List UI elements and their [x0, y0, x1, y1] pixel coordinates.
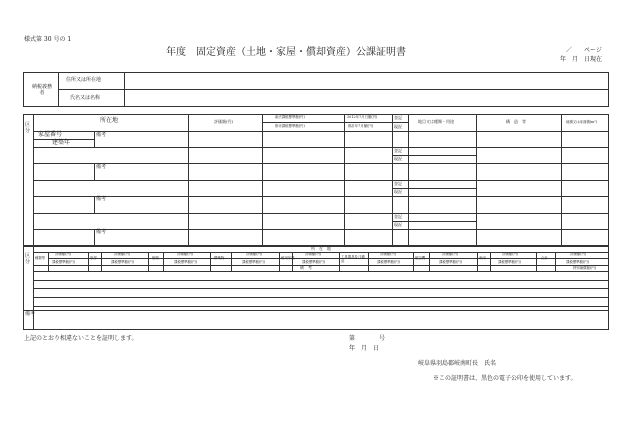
tax-base-header-1: 課税標準額(円): [52, 260, 75, 264]
new-base-header: 新法課税標準額(円): [275, 115, 305, 119]
asset-section-label: 区分: [25, 253, 31, 265]
use-header: 地目又は種類・用途: [418, 119, 454, 124]
asset-title: 所 在 地: [311, 246, 331, 251]
city-base-header: 都市課税標準額(円): [275, 124, 305, 128]
bottom-remarks-label: 備考: [25, 311, 36, 317]
registered-header: 登記: [394, 115, 402, 120]
row-1-registered: 登記: [394, 148, 402, 153]
form-number: 様式第 30 号の 1: [24, 36, 72, 43]
ships-header: 船舶: [152, 256, 159, 260]
evaluation-header-8: 評価額(円): [502, 252, 519, 256]
date-label: 年 月 日現在: [560, 56, 603, 63]
house-no-label: 家屋番号: [38, 131, 63, 138]
special-header: 特別補償額(円): [573, 266, 596, 270]
tax-base-header-4: 課税標準額(円): [242, 260, 265, 264]
tax-base-header-2: 課税標準額(円): [111, 260, 134, 264]
certify-text: 上記のとおり相違ないことを証明します。: [24, 335, 138, 342]
page-label: ／ ページ: [566, 47, 602, 54]
tax-base-header-5: 課税標準額(円): [302, 260, 325, 264]
row-1-current: 現況: [394, 156, 402, 161]
row-2-registered: 登記: [394, 181, 402, 186]
tax-base-header-9: 課税標準額(円): [566, 260, 589, 264]
tax-base-header-6: 課税標準額(円): [377, 260, 400, 264]
remarks-label-0: 備考: [96, 132, 107, 138]
evaluation-header-2: 評価額(円): [114, 252, 131, 256]
year-city-header: 都計年7月額(円): [348, 124, 374, 128]
cost-label-header: 耐用年数: [281, 256, 295, 260]
asset-remarks-header: 備 考: [300, 265, 312, 270]
page-title: 年度 固定資産（土地・家屋・償却資産）公課証明書: [166, 47, 406, 58]
acquired-header: 取得: [90, 256, 97, 260]
address-field[interactable]: [126, 74, 606, 87]
evaluation-header-3: 評価額(円): [177, 252, 194, 256]
footnote: ※この証明書は、黒色の電子公印を使用しています。: [433, 375, 577, 382]
address-label: 住所又は所在地: [66, 77, 102, 83]
structures-header: 構築物: [214, 256, 225, 260]
name-label: 氏名又は名称: [70, 95, 101, 101]
certificate-number: 第 号: [349, 335, 386, 342]
tax-base-header-8: 課税標準額(円): [498, 260, 521, 264]
built-year-label: 建築年: [52, 139, 71, 146]
row-3-current: 現況: [394, 222, 402, 227]
year-fixed-header: 2012年7月日額(円): [347, 115, 378, 119]
evaluation-header-1: 評価額(円): [55, 252, 72, 256]
location-header: 所在地: [100, 117, 119, 124]
evaluation-header-4: 評価額(円): [246, 252, 263, 256]
structure-header: 構 造 等: [506, 119, 526, 124]
tax-type-header: 種類等: [35, 256, 46, 260]
current-header: 現況: [394, 124, 402, 129]
total-header: 合計: [541, 256, 548, 260]
issuer: 岐阜県羽島郡岐南町長 氏名: [418, 360, 497, 367]
tax-base-header-3: 課税標準額(円): [174, 260, 197, 264]
row-2-remarks: 備考: [96, 196, 107, 202]
aircraft-header: 航空機: [415, 256, 426, 260]
evaluation-header-5: 評価額(円): [305, 252, 322, 256]
certify-date: 年 月 日: [349, 345, 380, 352]
name-field[interactable]: [126, 91, 606, 105]
area-header: 地積又は床面積(m²): [566, 120, 597, 124]
evaluation-header-7: 評価額(円): [442, 252, 459, 256]
vehicles-header: 車両: [479, 256, 486, 260]
row-2-current: 現況: [394, 189, 402, 194]
tax-base-header-7: 課税標準額(円): [439, 260, 462, 264]
row-3-remarks: 備考: [96, 229, 107, 235]
row-1-remarks: 備考: [96, 164, 107, 170]
row-3-registered: 登記: [394, 214, 402, 219]
evaluation-header-9: 評価額(円): [570, 252, 587, 256]
section-label: 区分: [25, 122, 31, 134]
evaluation-header: 評価額(円): [214, 119, 234, 124]
tools-header: 工具器具及び備品: [341, 255, 365, 263]
evaluation-header-6: 評価額(円): [380, 252, 397, 256]
taxpayer-label: 納税義務者: [31, 84, 52, 96]
